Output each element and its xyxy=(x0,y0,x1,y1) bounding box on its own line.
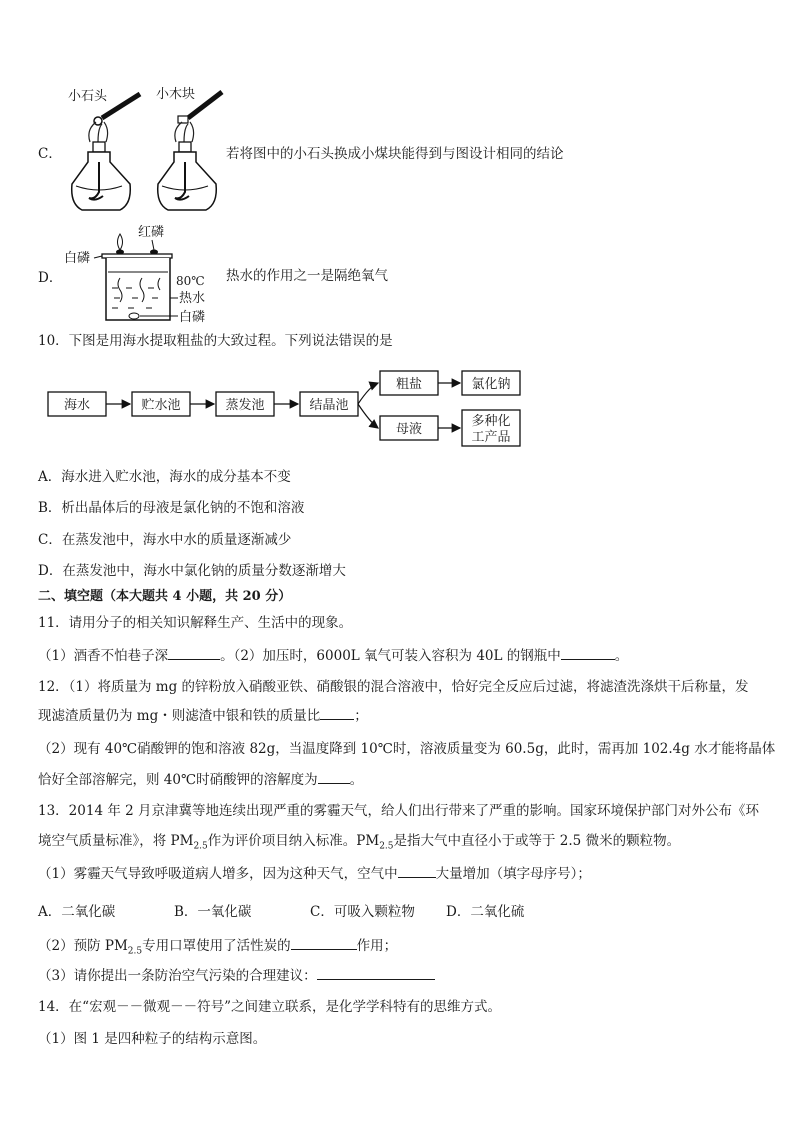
q9c-figure xyxy=(60,84,230,224)
q10-option-d: D．在蒸发池中，海水中氯化钠的质量分数逐渐增大 xyxy=(38,563,346,579)
answer-blank[interactable] xyxy=(291,936,357,950)
q11-part2: 。（2）加压时，6000L 氧气可装入容积为 40L 的钢瓶中 xyxy=(220,648,561,664)
label-hot-water: 热水 xyxy=(179,291,206,306)
q12-line1: 12．（1）将质量为 mg 的锌粉放入硝酸亚铁、硝酸银的混合溶液中，恰好完全反应后过滤，将滤渣洗涤烘干后称量，发 xyxy=(38,679,749,695)
q13-option-c: C．可吸入颗粒物 xyxy=(310,904,415,920)
label-temp: 80℃ xyxy=(176,274,205,288)
q11-parts: （1）酒香不怕巷子深 。（2）加压时，6000L 氧气可装入容积为 40L 的钢瓶中 。 xyxy=(38,648,629,664)
node-evaporation: 蒸发池 xyxy=(225,398,265,413)
q12-line2: 现滤渣质量仍为 mg・则滤渣中银和铁的质量比 ； xyxy=(38,708,368,724)
q13-line2: 境空气质量标准》，将 $PM_{2.5}$作为评价项目纳入标准。$PM_{2.5}$是指大气中直径小于或等于 2.5 微米的颗粒物。 xyxy=(38,833,681,852)
label-wood: 小木块 xyxy=(156,87,196,102)
q14-part1: （1）图 1 是四种粒子的结构示意图。 xyxy=(38,1031,267,1047)
answer-blank[interactable] xyxy=(320,706,354,720)
q9d-text: 热水的作用之一是隔绝氧气 xyxy=(226,268,388,284)
q10-stem: 10．下图是用海水提取粗盐的大致过程。下列说法错误的是 xyxy=(38,333,393,349)
answer-blank[interactable] xyxy=(317,966,435,980)
answer-blank[interactable] xyxy=(561,646,615,660)
label-stone: 小石头 xyxy=(68,89,108,104)
node-products-line2: 工产品 xyxy=(471,430,511,445)
q10-flowchart xyxy=(40,364,530,454)
q10-option-a: A．海水进入贮水池，海水的成分基本不变 xyxy=(38,469,291,485)
answer-blank[interactable] xyxy=(318,770,350,784)
q9d-figure xyxy=(62,220,222,330)
label-red-p: 红磷 xyxy=(138,225,165,240)
answer-blank[interactable] xyxy=(168,646,220,660)
q13-part1: （1）雾霾天气导致呼吸道病人增多，因为这种天气，空气中 大量增加（填字母序号）； xyxy=(38,866,591,882)
q9c-letter: C． xyxy=(38,146,62,162)
node-nacl: 氯化钠 xyxy=(471,377,511,392)
node-mother-liquor: 母液 xyxy=(395,422,423,437)
node-products-line1: 多种化 xyxy=(471,414,511,429)
answer-blank[interactable] xyxy=(398,864,436,878)
node-crude-salt: 粗盐 xyxy=(395,377,423,392)
q13-option-a: A．二氧化碳 xyxy=(38,904,116,920)
q13-part2: （2）预防 $PM_{2.5}$专用口罩使用了活性炭的 作用； xyxy=(38,938,398,957)
label-white-p-bottom: 白磷 xyxy=(179,310,206,325)
q11-stem: 11．请用分子的相关知识解释生产、生活中的现象。 xyxy=(38,615,353,631)
node-seawater: 海水 xyxy=(63,398,91,413)
q9c-text: 若将图中的小石头换成小煤块能得到与图设计相同的结论 xyxy=(226,146,564,162)
section-heading: 二、填空题（本大题共 4 小题，共 20 分） xyxy=(38,589,292,604)
q13-part3: （3）请你提出一条防治空气污染的合理建议： xyxy=(38,966,435,985)
node-storage: 贮水池 xyxy=(141,398,181,413)
node-crystallization: 结晶池 xyxy=(309,398,349,413)
q13-option-d: D．二氧化硫 xyxy=(446,904,525,920)
q13-line1: 13．2014 年 2 月京津冀等地连续出现严重的雾霾天气，给人们出行带来了严重的影响。国家环境保护部门对外公布《环 xyxy=(38,803,759,819)
q9d-letter: D． xyxy=(38,270,63,286)
q10-option-b: B．析出晶体后的母液是氯化钠的不饱和溶液 xyxy=(38,500,305,516)
q12-line3: （2）现有 40℃硝酸钾的饱和溶液 82g，当温度降到 10℃时，溶液质量变为 60.5g，此时，需再加 102.4g 水才能将晶体 xyxy=(38,741,776,757)
q11-part1: （1）酒香不怕巷子深 xyxy=(38,648,169,664)
q14-stem: 14．在“宏观－－微观－－符号”之间建立联系，是化学学科特有的思维方式。 xyxy=(38,999,501,1015)
label-white-p: 白磷 xyxy=(64,251,91,266)
q12-line4: 恰好全部溶解完，则 40℃时硝酸钾的溶解度为 。 xyxy=(38,772,364,788)
q10-option-c: C．在蒸发池中，海水中水的质量逐渐减少 xyxy=(38,532,292,548)
q13-option-b: B．一氧化碳 xyxy=(174,904,252,920)
